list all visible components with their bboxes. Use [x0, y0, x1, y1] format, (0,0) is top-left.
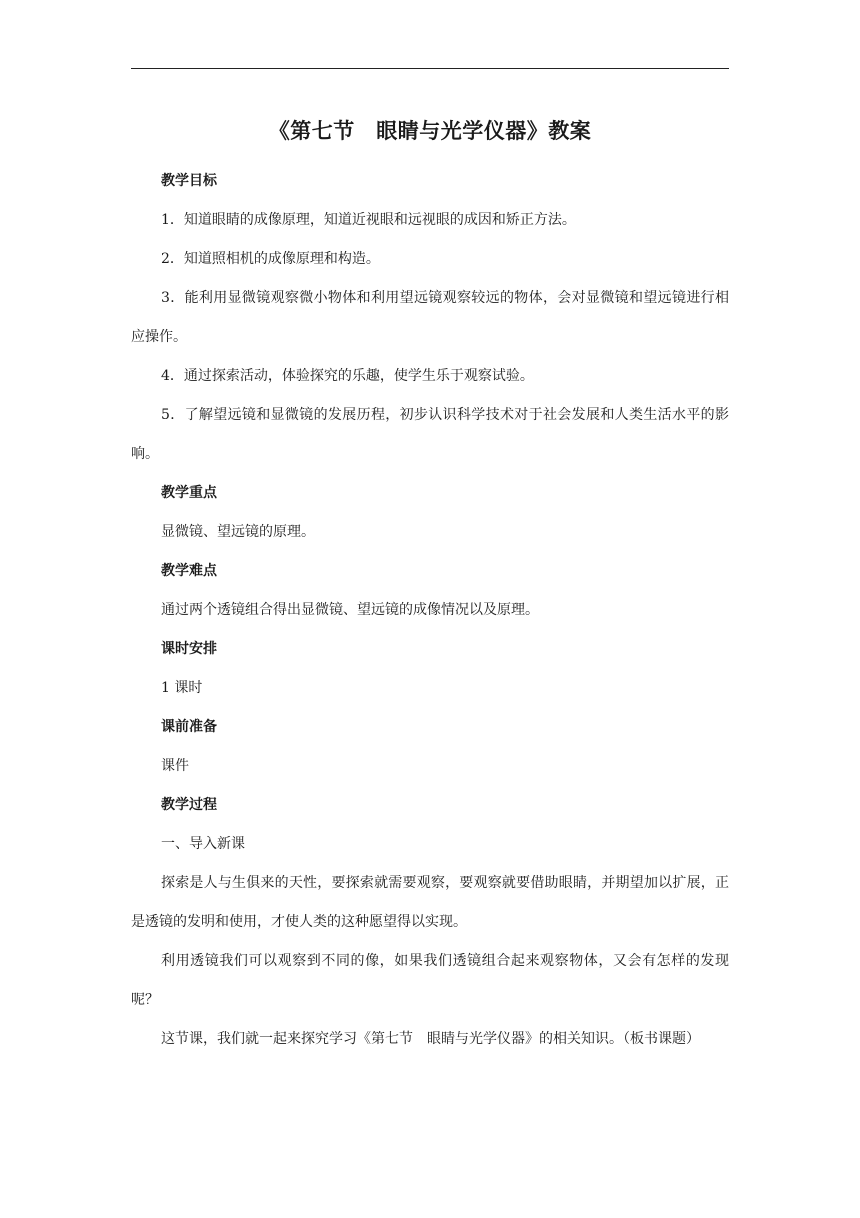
objective-item: 5．了解望远镜和显微镜的发展历程，初步认识科学技术对于社会发展和人类生活水平的影响。	[131, 407, 729, 462]
objectives-heading: 教学目标	[161, 173, 217, 189]
difficulties-text: 通过两个透镜组合得出显微镜、望远镜的成像情况以及原理。	[161, 602, 539, 618]
objective-item: 4．通过探索活动，体验探究的乐趣，使学生乐于观察试验。	[161, 368, 534, 384]
process-paragraph: 这节课，我们就一起来探究学习《第七节 眼睛与光学仪器》的相关知识。（板书课题）	[161, 1031, 700, 1047]
process-step-heading: 一、导入新课	[161, 836, 245, 852]
key-points-heading: 教学重点	[161, 485, 217, 501]
process-paragraph: 利用透镜我们可以观察到不同的像，如果我们透镜组合起来观察物体，又会有怎样的发现呢？	[131, 953, 729, 1008]
document-body	[131, 162, 729, 1059]
process-heading: 教学过程	[161, 797, 217, 813]
preparation-heading: 课前准备	[161, 719, 217, 735]
document-title: 《第七节 眼睛与光学仪器》教案	[268, 119, 592, 143]
schedule-heading: 课时安排	[161, 641, 217, 657]
schedule-text: 1 课时	[161, 680, 203, 696]
process-paragraph: 探索是人与生俱来的天性，要探索就需要观察，要观察就要借助眼睛，并期望加以扩展，正是透镜的发明和使用，才使人类的这种愿望得以实现。	[131, 875, 729, 930]
objective-item: 2．知道照相机的成像原理和构造。	[161, 251, 380, 267]
header-rule	[131, 68, 729, 69]
objective-item: 1．知道眼睛的成像原理，知道近视眼和远视眼的成因和矫正方法。	[161, 212, 576, 228]
key-points-text: 显微镜、望远镜的原理。	[161, 524, 315, 540]
preparation-text: 课件	[161, 758, 189, 774]
objective-item: 3．能利用显微镜观察微小物体和利用望远镜观察较远的物体，会对显微镜和望远镜进行相应操作。	[131, 290, 729, 345]
difficulties-heading: 教学难点	[161, 563, 217, 579]
